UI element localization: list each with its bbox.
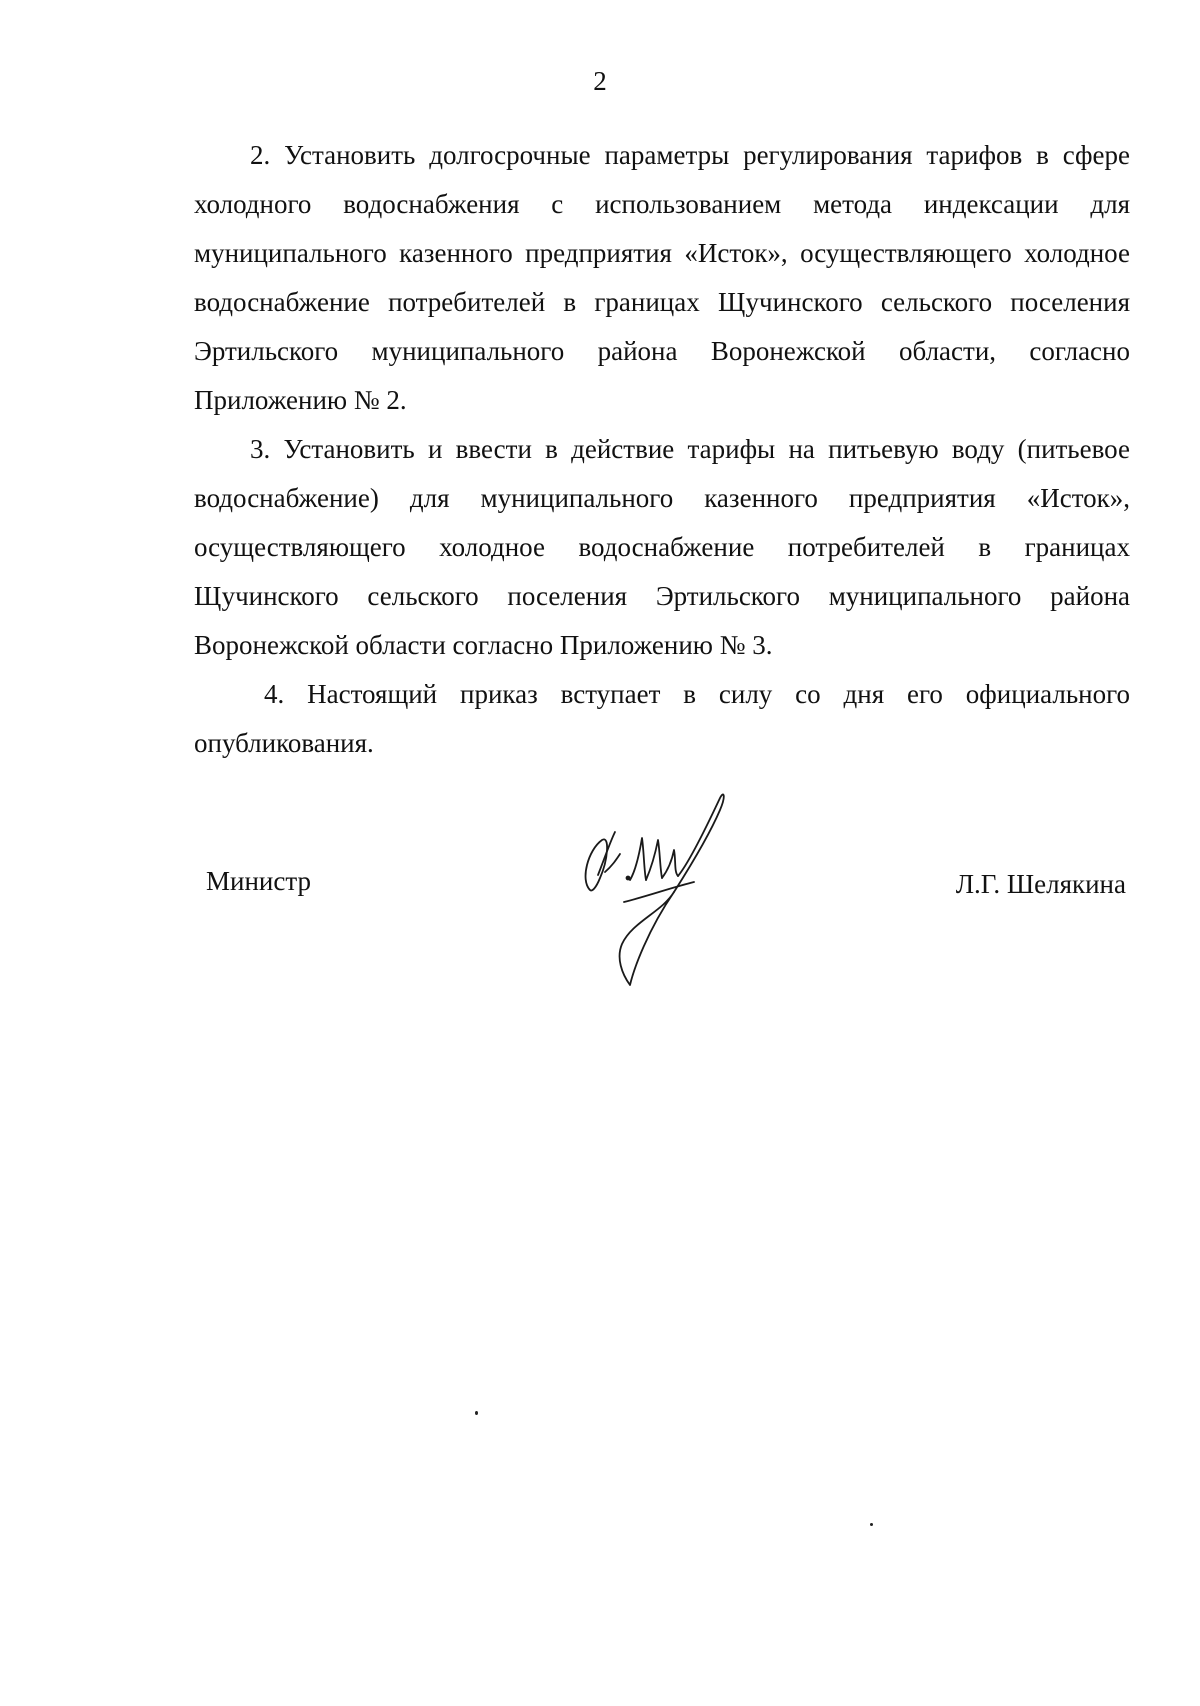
handwritten-signature-icon [570, 780, 740, 995]
scan-speck [475, 1411, 478, 1415]
page-number: 2 [593, 66, 607, 96]
paragraph-2: 2. Установить долгосрочные параметры регулирования тарифов в сфере холодного водоснабжения с использованием метода индексации для муниципального казенного предприятия «Исток», осуществляющего холодное водоснабжение потребителей в границах Щучинского сельского поселения Эртильского муниципального района Воронежской области, согласно Приложению № 2. [194, 140, 1130, 415]
paragraph-4: 4. Настоящий приказ вступает в силу со дня его официального опубликования. [194, 679, 1130, 758]
paragraph-3: 3. Установить и ввести в действие тарифы на питьевую воду (питьевое водоснабжение) для муниципального казенного предприятия «Исток», осуществляющего холодное водоснабжение потребителей в границах Щучинского сельского поселения Эртильского муниципального района Воронежской области согласно Приложению № 3. [194, 434, 1130, 660]
signer-name: Л.Г. Шелякина [955, 869, 1126, 899]
scan-speck [870, 1523, 873, 1526]
document-body [194, 131, 1130, 768]
signer-position: Министр [206, 866, 311, 896]
